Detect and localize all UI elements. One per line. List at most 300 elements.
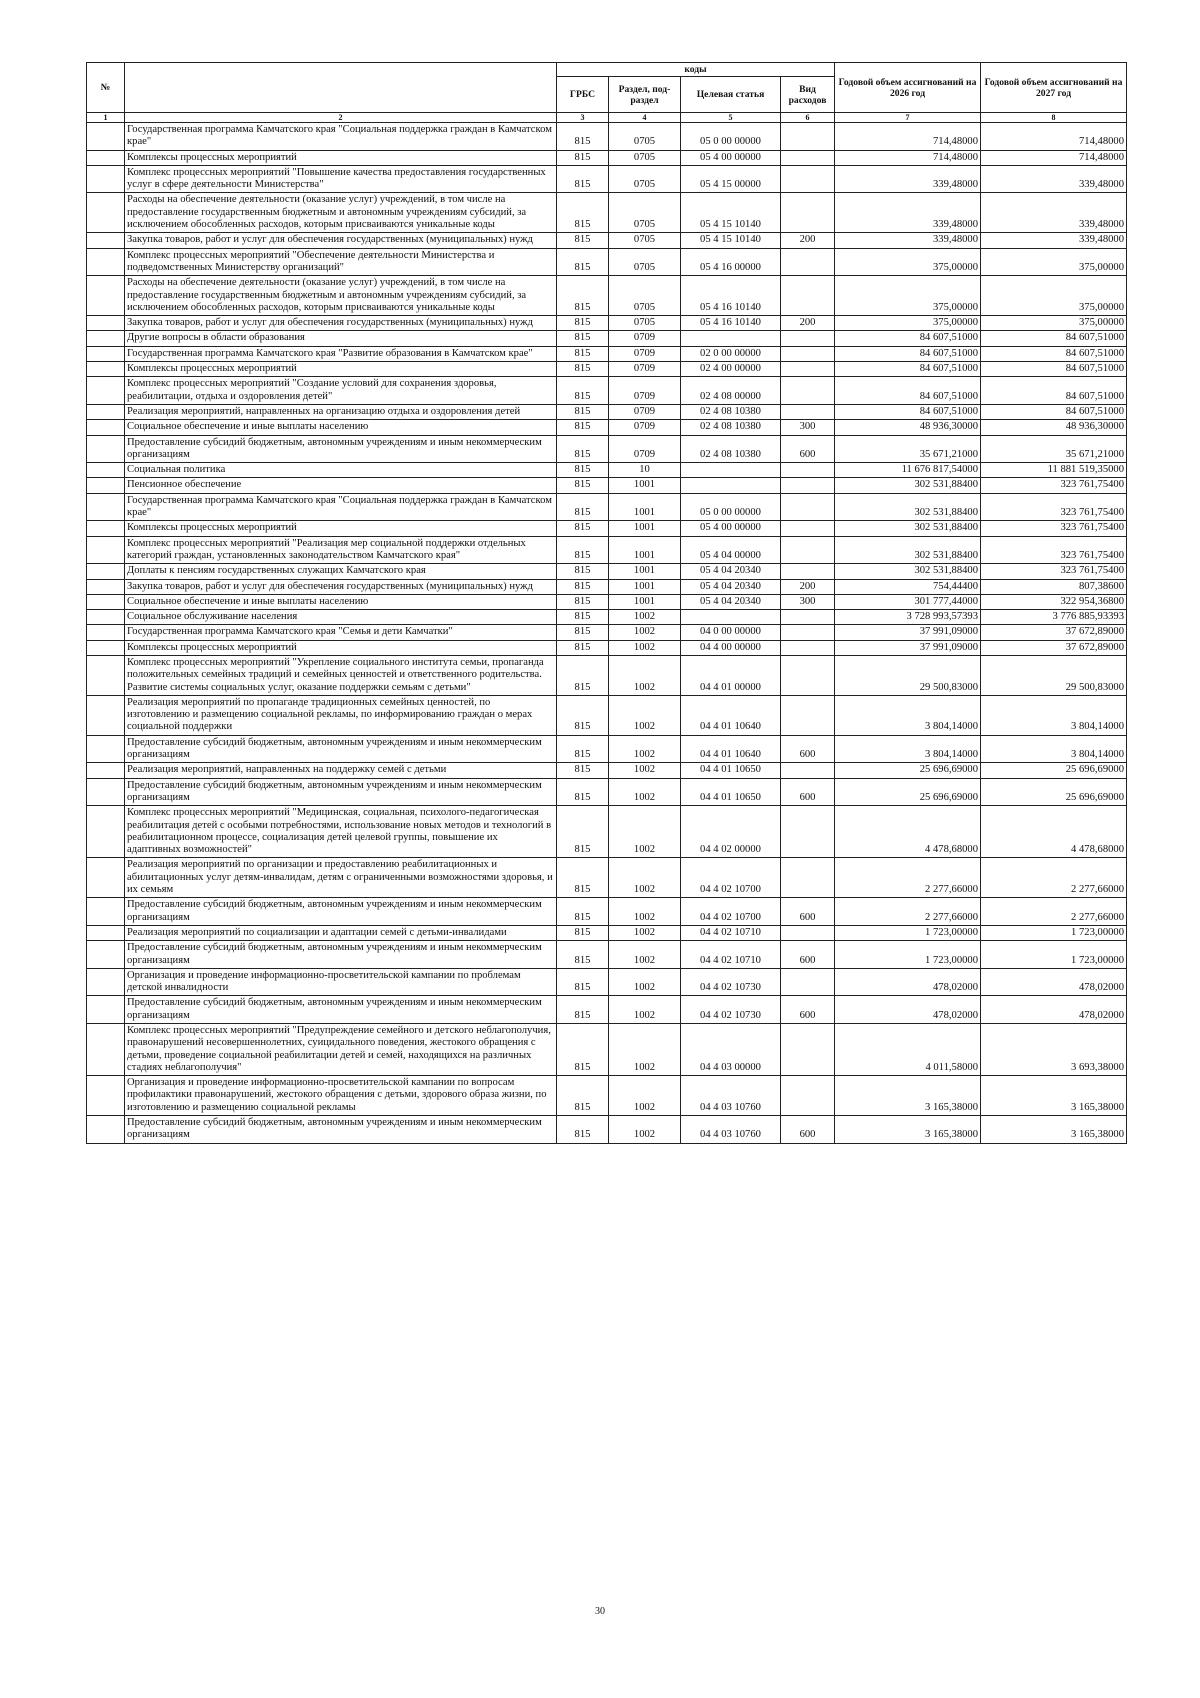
row-section-cell: 1002 [609,1024,681,1076]
row-target-cell: 04 4 03 10760 [681,1116,781,1144]
row-index-cell [87,610,125,625]
row-name-cell: Социальное обеспечение и иные выплаты населению [125,594,557,609]
row-section-cell: 1002 [609,778,681,806]
table-row [87,564,1127,579]
row-target-cell [681,331,781,346]
column-number: 6 [781,113,835,123]
row-section-cell: 0709 [609,362,681,377]
row-grbs-cell: 815 [557,165,609,193]
row-index-cell [87,898,125,926]
row-section-cell: 0709 [609,346,681,361]
row-name-cell: Государственная программа Камчатского края "Семья и дети Камчатки" [125,625,557,640]
table-row [87,695,1127,735]
row-target-cell: 02 4 00 00000 [681,362,781,377]
row-volume-2027-cell: 29 500,83000 [981,655,1127,695]
row-grbs-cell: 815 [557,316,609,331]
header-volume-2027: Годовой объем ассигнований на 2027 год [981,63,1127,113]
header-expense-type: Вид расходов [781,77,835,113]
row-volume-2026-cell: 3 165,38000 [835,1076,981,1116]
row-section-cell: 1002 [609,625,681,640]
row-index-cell [87,362,125,377]
row-section-cell: 0705 [609,150,681,165]
row-index-cell [87,735,125,763]
row-name-cell: Государственная программа Камчатского края "Социальная поддержка граждан в Камчатском крае" [125,123,557,151]
row-volume-2027-cell: 478,02000 [981,996,1127,1024]
row-grbs-cell: 815 [557,463,609,478]
row-grbs-cell: 815 [557,1116,609,1144]
column-number: 7 [835,113,981,123]
row-section-cell: 1002 [609,655,681,695]
row-volume-2027-cell: 478,02000 [981,968,1127,996]
table-row [87,316,1127,331]
row-expense-type-cell [781,276,835,316]
row-volume-2027-cell: 48 936,30000 [981,420,1127,435]
row-grbs-cell: 815 [557,594,609,609]
row-grbs-cell: 815 [557,233,609,248]
row-name-cell: Расходы на обеспечение деятельности (оказание услуг) учреждений, в том числе на предоставление государственным бюджетным и автономным учреждениям субсидий, за исключением обособленных расходов, которым присваиваются уникальные коды [125,193,557,233]
row-volume-2026-cell: 84 607,51000 [835,377,981,405]
row-target-cell: 02 4 08 10380 [681,435,781,463]
column-number: 5 [681,113,781,123]
table-row [87,463,1127,478]
table-row [87,165,1127,193]
row-index-cell [87,248,125,276]
row-target-cell: 04 4 02 00000 [681,806,781,858]
budget-table [86,62,1127,1144]
table-row [87,521,1127,536]
row-section-cell: 1002 [609,735,681,763]
row-target-cell: 02 4 08 10380 [681,420,781,435]
row-volume-2027-cell: 714,48000 [981,123,1127,151]
row-volume-2027-cell: 375,00000 [981,248,1127,276]
row-grbs-cell: 815 [557,941,609,969]
row-name-cell: Комплекс процессных мероприятий "Предупреждение семейного и детского неблагополучия, правонарушений несовершеннолетних, суицидального поведения, жестокого обращения с детьми, проведение социальной реабилитации детей и семей, находящихся на различных стадиях неблагополучия" [125,1024,557,1076]
row-volume-2026-cell: 375,00000 [835,248,981,276]
row-expense-type-cell [781,331,835,346]
row-volume-2026-cell: 37 991,09000 [835,625,981,640]
table-row [87,625,1127,640]
row-volume-2026-cell: 84 607,51000 [835,404,981,419]
row-volume-2027-cell: 323 761,75400 [981,536,1127,564]
row-expense-type-cell [781,346,835,361]
row-section-cell: 1001 [609,594,681,609]
row-target-cell: 05 4 15 10140 [681,193,781,233]
row-index-cell [87,1076,125,1116]
row-expense-type-cell [781,248,835,276]
row-name-cell: Реализация мероприятий по организации и предоставлению реабилитационных и абилитационных услуг детям-инвалидам, детям с ограниченными возможностями здоровья, и их семьям [125,858,557,898]
row-grbs-cell: 815 [557,377,609,405]
row-grbs-cell: 815 [557,925,609,940]
row-name-cell: Реализация мероприятий по социализации и адаптации семей с детьми-инвалидами [125,925,557,940]
row-name-cell: Закупка товаров, работ и услуг для обеспечения государственных (муниципальных) нужд [125,579,557,594]
row-section-cell: 0705 [609,233,681,248]
row-section-cell: 1001 [609,478,681,493]
row-section-cell: 0709 [609,404,681,419]
row-name-cell: Предоставление субсидий бюджетным, автономным учреждениям и иным некоммерческим организациям [125,778,557,806]
row-volume-2027-cell: 3 804,14000 [981,695,1127,735]
row-target-cell: 04 4 02 10710 [681,941,781,969]
row-name-cell: Государственная программа Камчатского края "Развитие образования в Камчатском крае" [125,346,557,361]
table-row [87,150,1127,165]
row-volume-2026-cell: 302 531,88400 [835,564,981,579]
row-section-cell: 0705 [609,316,681,331]
row-expense-type-cell [781,377,835,405]
row-index-cell [87,316,125,331]
row-target-cell: 05 4 04 20340 [681,564,781,579]
row-expense-type-cell [781,1024,835,1076]
row-index-cell [87,123,125,151]
row-name-cell: Предоставление субсидий бюджетным, автономным учреждениям и иным некоммерческим организациям [125,898,557,926]
row-volume-2026-cell: 3 728 993,57393 [835,610,981,625]
row-target-cell: 05 0 00 00000 [681,123,781,151]
row-name-cell: Организация и проведение информационно-просветительской кампании по вопросам профилактики правонарушений, жестокого обращения с детьми, здорового образа жизни, по изготовлению и размещению социальной рекламы [125,1076,557,1116]
row-name-cell: Комплекс процессных мероприятий "Обеспечение деятельности Министерства и подведомственных Министерству организаций" [125,248,557,276]
row-volume-2026-cell: 1 723,00000 [835,941,981,969]
row-grbs-cell: 815 [557,898,609,926]
row-index-cell [87,806,125,858]
row-grbs-cell: 815 [557,655,609,695]
row-grbs-cell: 815 [557,150,609,165]
row-section-cell: 0709 [609,435,681,463]
row-expense-type-cell: 600 [781,778,835,806]
row-name-cell: Социальное обслуживание населения [125,610,557,625]
row-index-cell [87,193,125,233]
row-grbs-cell: 815 [557,404,609,419]
row-volume-2027-cell: 322 954,36800 [981,594,1127,609]
table-row [87,579,1127,594]
row-name-cell: Предоставление субсидий бюджетным, автономным учреждениям и иным некоммерческим организациям [125,435,557,463]
row-grbs-cell: 815 [557,579,609,594]
row-grbs-cell: 815 [557,362,609,377]
row-index-cell [87,996,125,1024]
row-grbs-cell: 815 [557,806,609,858]
row-volume-2026-cell: 375,00000 [835,276,981,316]
row-volume-2026-cell: 301 777,44000 [835,594,981,609]
row-index-cell [87,655,125,695]
row-name-cell: Социальная политика [125,463,557,478]
row-target-cell: 04 4 02 10710 [681,925,781,940]
row-index-cell [87,925,125,940]
row-volume-2027-cell: 375,00000 [981,276,1127,316]
row-volume-2026-cell: 84 607,51000 [835,346,981,361]
row-grbs-cell: 815 [557,564,609,579]
table-row [87,233,1127,248]
row-target-cell: 04 4 03 10760 [681,1076,781,1116]
row-target-cell: 02 4 08 00000 [681,377,781,405]
row-expense-type-cell [781,858,835,898]
row-name-cell: Пенсионное обеспечение [125,478,557,493]
row-grbs-cell: 815 [557,493,609,521]
table-row [87,610,1127,625]
table-row [87,968,1127,996]
row-target-cell [681,478,781,493]
row-name-cell: Закупка товаров, работ и услуг для обеспечения государственных (муниципальных) нужд [125,233,557,248]
row-index-cell [87,276,125,316]
row-name-cell: Комплекс процессных мероприятий "Укрепление социального института семьи, пропаганда положительных семейных традиций и семейных ценностей и ответственного родительства. Развитие системы социальных услуг, оказание поддержки семьям с детьми" [125,655,557,695]
row-name-cell: Предоставление субсидий бюджетным, автономным учреждениям и иным некоммерческим организациям [125,735,557,763]
column-number: 2 [125,113,557,123]
row-volume-2026-cell: 339,48000 [835,233,981,248]
row-grbs-cell: 815 [557,625,609,640]
row-volume-2026-cell: 84 607,51000 [835,362,981,377]
row-expense-type-cell [781,362,835,377]
row-volume-2027-cell: 84 607,51000 [981,404,1127,419]
row-index-cell [87,625,125,640]
row-name-cell: Другие вопросы в области образования [125,331,557,346]
column-number: 4 [609,113,681,123]
row-name-cell: Закупка товаров, работ и услуг для обеспечения государственных (муниципальных) нужд [125,316,557,331]
column-number: 8 [981,113,1127,123]
row-index-cell [87,594,125,609]
row-expense-type-cell [781,695,835,735]
row-volume-2027-cell: 2 277,66000 [981,858,1127,898]
row-expense-type-cell: 600 [781,898,835,926]
row-volume-2027-cell: 37 672,89000 [981,640,1127,655]
row-target-cell: 04 4 00 00000 [681,640,781,655]
header-number: № [87,63,125,113]
row-expense-type-cell: 600 [781,996,835,1024]
row-grbs-cell: 815 [557,521,609,536]
row-volume-2026-cell: 3 804,14000 [835,735,981,763]
row-volume-2026-cell: 48 936,30000 [835,420,981,435]
row-volume-2027-cell: 323 761,75400 [981,493,1127,521]
row-volume-2026-cell: 25 696,69000 [835,763,981,778]
row-target-cell: 04 4 01 00000 [681,655,781,695]
row-index-cell [87,150,125,165]
row-section-cell: 1002 [609,898,681,926]
table-row [87,735,1127,763]
row-expense-type-cell [781,123,835,151]
header-name [125,63,557,113]
row-volume-2026-cell: 11 676 817,54000 [835,463,981,478]
header-section: Раздел, под-раздел [609,77,681,113]
row-grbs-cell: 815 [557,346,609,361]
row-name-cell: Расходы на обеспечение деятельности (оказание услуг) учреждений, в том числе на предоставление государственным бюджетным и автономным учреждениям субсидий, за исключением обособленных расходов, которым присваиваются уникальные коды [125,276,557,316]
row-section-cell: 1001 [609,521,681,536]
row-section-cell: 1002 [609,1116,681,1144]
row-index-cell [87,536,125,564]
row-grbs-cell: 815 [557,858,609,898]
row-index-cell [87,695,125,735]
row-target-cell: 05 4 04 20340 [681,579,781,594]
row-index-cell [87,778,125,806]
row-name-cell: Комплекс процессных мероприятий "Создание условий для сохранения здоровья, реабилитации, отдыха и оздоровления детей" [125,377,557,405]
row-volume-2026-cell: 754,44400 [835,579,981,594]
row-expense-type-cell [781,536,835,564]
row-volume-2027-cell: 3 693,38000 [981,1024,1127,1076]
row-target-cell: 04 4 03 00000 [681,1024,781,1076]
row-volume-2027-cell: 339,48000 [981,165,1127,193]
row-section-cell: 1002 [609,858,681,898]
row-target-cell: 05 4 16 00000 [681,248,781,276]
table-body [87,123,1127,1144]
row-section-cell: 1002 [609,925,681,940]
row-volume-2026-cell: 3 804,14000 [835,695,981,735]
row-index-cell [87,493,125,521]
row-volume-2027-cell: 84 607,51000 [981,346,1127,361]
row-volume-2027-cell: 3 804,14000 [981,735,1127,763]
row-volume-2027-cell: 84 607,51000 [981,377,1127,405]
row-volume-2026-cell: 714,48000 [835,123,981,151]
row-expense-type-cell [781,493,835,521]
row-section-cell: 0705 [609,276,681,316]
row-expense-type-cell [781,925,835,940]
table-row [87,763,1127,778]
row-index-cell [87,420,125,435]
table-row [87,858,1127,898]
row-name-cell: Комплексы процессных мероприятий [125,362,557,377]
row-expense-type-cell: 200 [781,579,835,594]
table-row [87,248,1127,276]
row-volume-2027-cell: 3 776 885,93393 [981,610,1127,625]
row-grbs-cell: 815 [557,610,609,625]
table-row [87,925,1127,940]
header-volume-2026: Годовой объем ассигнований на 2026 год [835,63,981,113]
row-expense-type-cell [781,763,835,778]
row-volume-2027-cell: 3 165,38000 [981,1116,1127,1144]
table-row [87,640,1127,655]
row-index-cell [87,941,125,969]
row-target-cell: 05 4 15 10140 [681,233,781,248]
row-volume-2027-cell: 25 696,69000 [981,763,1127,778]
row-target-cell [681,463,781,478]
row-volume-2026-cell: 37 991,09000 [835,640,981,655]
row-section-cell: 0705 [609,123,681,151]
row-volume-2026-cell: 302 531,88400 [835,536,981,564]
row-volume-2026-cell: 339,48000 [835,193,981,233]
table-row [87,1076,1127,1116]
row-section-cell: 0709 [609,420,681,435]
row-target-cell: 05 4 04 00000 [681,536,781,564]
row-volume-2026-cell: 1 723,00000 [835,925,981,940]
row-section-cell: 1002 [609,695,681,735]
row-name-cell: Комплексы процессных мероприятий [125,150,557,165]
row-target-cell: 04 4 02 10700 [681,898,781,926]
row-volume-2026-cell: 302 531,88400 [835,521,981,536]
row-volume-2026-cell: 29 500,83000 [835,655,981,695]
row-volume-2027-cell: 323 761,75400 [981,564,1127,579]
table-row [87,655,1127,695]
row-index-cell [87,640,125,655]
row-name-cell: Предоставление субсидий бюджетным, автономным учреждениям и иным некоммерческим организациям [125,996,557,1024]
row-name-cell: Комплекс процессных мероприятий "Реализация мер социальной поддержки отдельных категорий граждан, установленных законодательством Камчатского края" [125,536,557,564]
row-name-cell: Комплексы процессных мероприятий [125,521,557,536]
row-index-cell [87,1024,125,1076]
row-volume-2026-cell: 375,00000 [835,316,981,331]
row-index-cell [87,968,125,996]
table-row [87,346,1127,361]
table-row [87,435,1127,463]
table-row [87,941,1127,969]
row-index-cell [87,579,125,594]
row-expense-type-cell [781,564,835,579]
row-volume-2026-cell: 478,02000 [835,996,981,1024]
row-volume-2026-cell: 25 696,69000 [835,778,981,806]
row-volume-2027-cell: 714,48000 [981,150,1127,165]
page-number: 30 [595,1606,605,1617]
row-name-cell: Реализация мероприятий по пропаганде традиционных семейных ценностей, по изготовлению и размещению социальной рекламы, по информированию граждан о мерах социальной поддержки [125,695,557,735]
header-grbs: ГРБС [557,77,609,113]
row-grbs-cell: 815 [557,735,609,763]
row-index-cell [87,377,125,405]
row-volume-2026-cell: 339,48000 [835,165,981,193]
row-name-cell: Реализация мероприятий, направленных на организацию отдыха и оздоровления детей [125,404,557,419]
row-target-cell: 05 4 04 20340 [681,594,781,609]
table-row [87,1116,1127,1144]
row-grbs-cell: 815 [557,763,609,778]
row-index-cell [87,564,125,579]
row-expense-type-cell: 600 [781,941,835,969]
row-section-cell: 0709 [609,331,681,346]
row-name-cell: Доплаты к пенсиям государственных служащих Камчатского края [125,564,557,579]
row-target-cell: 04 4 02 10730 [681,968,781,996]
table-row [87,1024,1127,1076]
table-row [87,478,1127,493]
row-grbs-cell: 815 [557,536,609,564]
row-name-cell: Комплексы процессных мероприятий [125,640,557,655]
row-grbs-cell: 815 [557,123,609,151]
row-name-cell: Предоставление субсидий бюджетным, автономным учреждениям и иным некоммерческим организациям [125,1116,557,1144]
row-volume-2026-cell: 4 478,68000 [835,806,981,858]
row-target-cell: 04 4 01 10650 [681,763,781,778]
row-section-cell: 1002 [609,996,681,1024]
row-grbs-cell: 815 [557,695,609,735]
row-grbs-cell: 815 [557,996,609,1024]
row-volume-2027-cell: 323 761,75400 [981,521,1127,536]
table-header [87,63,1127,123]
row-expense-type-cell [781,968,835,996]
row-grbs-cell: 815 [557,248,609,276]
row-target-cell: 04 4 02 10700 [681,858,781,898]
row-expense-type-cell [781,478,835,493]
row-index-cell [87,346,125,361]
row-volume-2026-cell: 4 011,58000 [835,1024,981,1076]
row-grbs-cell: 815 [557,1024,609,1076]
row-volume-2027-cell: 11 881 519,35000 [981,463,1127,478]
row-expense-type-cell [781,165,835,193]
table-row [87,996,1127,1024]
row-index-cell [87,165,125,193]
row-target-cell: 02 0 00 00000 [681,346,781,361]
row-volume-2027-cell: 3 165,38000 [981,1076,1127,1116]
row-index-cell [87,1116,125,1144]
row-volume-2027-cell: 323 761,75400 [981,478,1127,493]
row-volume-2027-cell: 375,00000 [981,316,1127,331]
table-row [87,420,1127,435]
row-name-cell: Государственная программа Камчатского края "Социальная поддержка граждан в Камчатском крае" [125,493,557,521]
row-expense-type-cell [781,463,835,478]
table-row [87,377,1127,405]
row-grbs-cell: 815 [557,435,609,463]
row-volume-2027-cell: 25 696,69000 [981,778,1127,806]
row-volume-2027-cell: 35 671,21000 [981,435,1127,463]
row-target-cell: 05 4 15 00000 [681,165,781,193]
row-expense-type-cell [781,404,835,419]
row-target-cell: 05 4 00 00000 [681,150,781,165]
row-expense-type-cell [781,625,835,640]
row-name-cell: Социальное обеспечение и иные выплаты населению [125,420,557,435]
row-section-cell: 1002 [609,640,681,655]
row-volume-2027-cell: 37 672,89000 [981,625,1127,640]
row-section-cell: 0705 [609,248,681,276]
row-index-cell [87,521,125,536]
row-grbs-cell: 815 [557,968,609,996]
row-volume-2026-cell: 2 277,66000 [835,898,981,926]
row-volume-2026-cell: 35 671,21000 [835,435,981,463]
row-section-cell: 1001 [609,579,681,594]
table-row [87,806,1127,858]
row-grbs-cell: 815 [557,640,609,655]
